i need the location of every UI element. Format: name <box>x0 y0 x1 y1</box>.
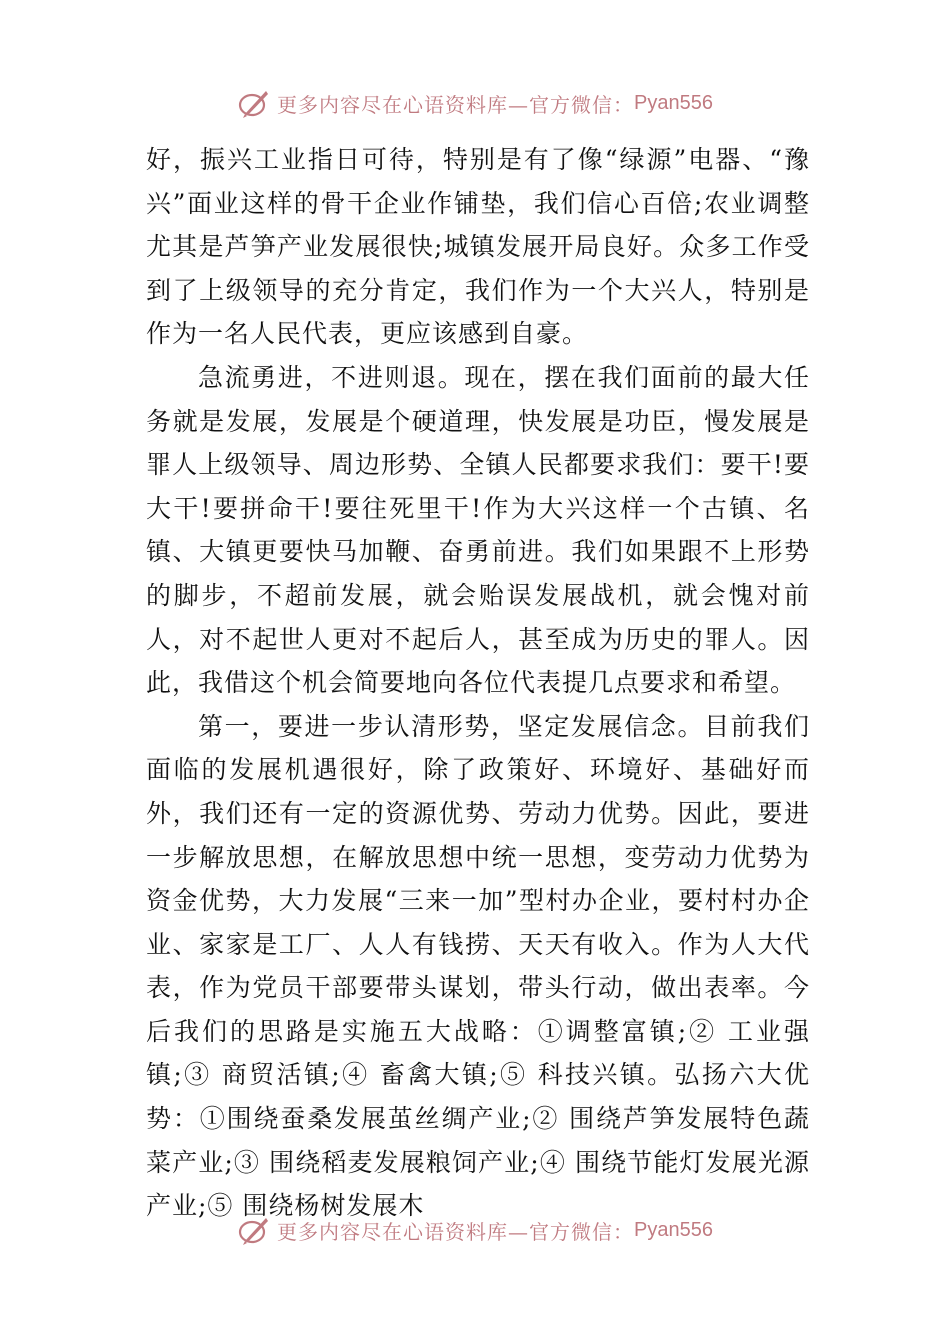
paragraph-1: 好，振兴工业指日可待，特别是有了像“绿源”电器、“豫兴”面业这样的骨干企业作铺垫，我们信心百倍;农业调整尤其是芦笋产业发展很快;城镇发展开局良好。众多工作受到了上级领导的充分肯定，我们作为一个大兴人，特别是作为一名人民代表，更应该感到自豪。 <box>146 145 810 349</box>
paragraph-2: 急流勇进，不进则退。现在，摆在我们面前的最大任务就是发展，发展是个硬道理，快发展是功臣，慢发展是罪人上级领导、周边形势、全镇人民都要求我们：要干!要大干!要拼命干!要往死里干!作为大兴这样一个古镇、名镇、大镇更要快马加鞭、奋勇前进。我们如果跟不上形势的脚步，不超前发展，就会贻误发展战机，就会愧对前人，对不起世人更对不起后人，甚至成为历史的罪人。因此，我借这个机会简要地向各位代表提几点要求和希望。 <box>146 362 810 698</box>
paragraph-3: 第一，要进一步认清形势，坚定发展信念。目前我们面临的发展机遇很好，除了政策好、环境好、基础好而外，我们还有一定的资源优势、劳动力优势。因此，要进一步解放思想，在解放思想中统一思想，变劳动力优势为资金优势，大力发展“三来一加”型村办企业，要村村办企业、家家是工厂、人人有钱捞、天天有收入。作为人大代表，作为党员干部要带头谋划，带头行动，做出表率。今后我们的思路是实施五大战略：①调整富镇;② 工业强镇;③ 商贸活镇;④ 畜禽大镇;⑤ 科技兴镇。弘扬六大优势：①围绕蚕桑发展茧丝绸产业;② 围绕芦笋发展特色蔬菜产业;③ 围绕稻麦发展粮饲产业;④ 围绕节能灯发展光源产业;⑤ 围绕杨树发展木 <box>146 711 810 1221</box>
banner-text: 更多内容尽在心语资料库—官方微信： <box>277 1219 635 1244</box>
wechat-id: Pyan556 <box>634 91 713 114</box>
quill-pen-logo-icon <box>237 86 271 120</box>
wechat-id: Pyan556 <box>634 1218 713 1241</box>
header-banner <box>0 83 950 123</box>
footer-banner <box>0 1210 950 1250</box>
quill-pen-logo-icon <box>237 1213 271 1247</box>
banner-text: 更多内容尽在心语资料库—官方微信： <box>277 92 635 117</box>
document-body <box>146 138 810 1228</box>
